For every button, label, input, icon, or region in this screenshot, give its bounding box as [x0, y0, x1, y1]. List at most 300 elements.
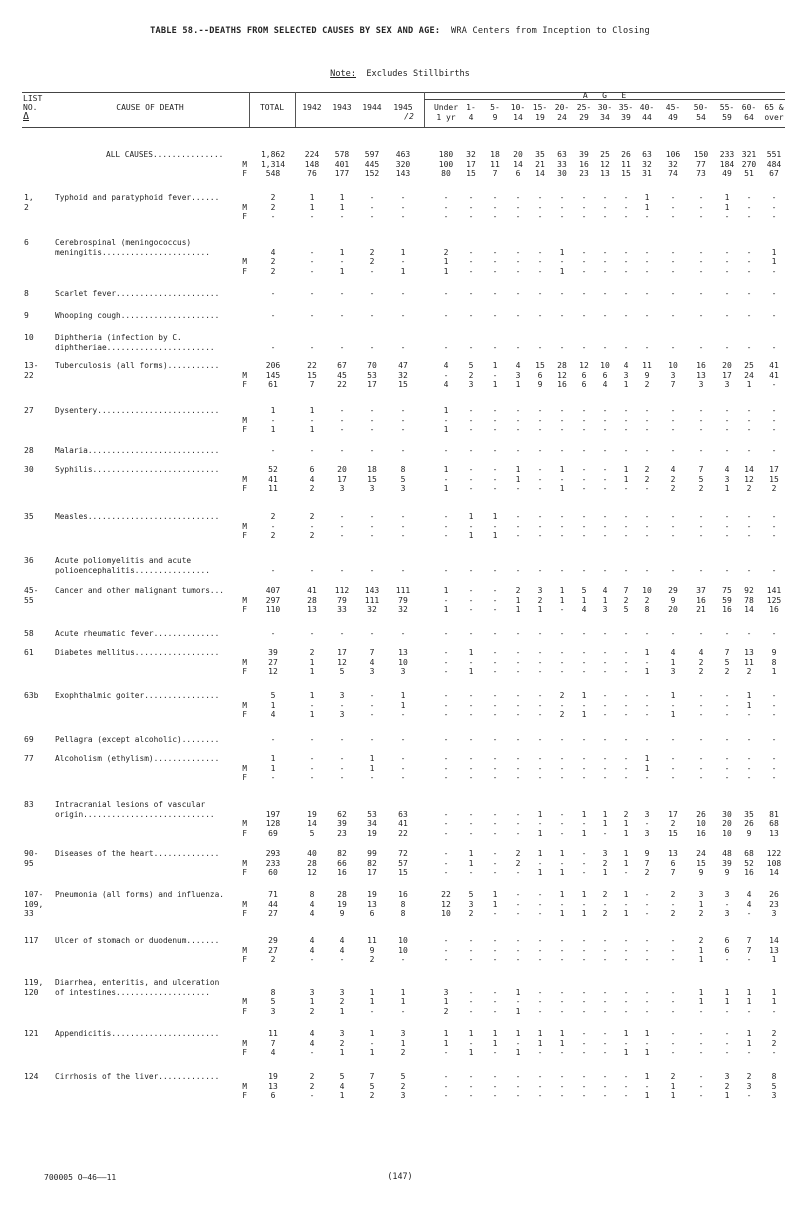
cell-age-20-24: - [559, 415, 565, 425]
cell-age-35-39: - [623, 899, 629, 909]
cell-total: 61 [268, 380, 278, 390]
cell-age-45-49: - [670, 936, 676, 945]
cell-age-10-14: - [515, 521, 521, 531]
cell-1942: 1 [309, 997, 315, 1007]
cell-age-55-59: 2 [724, 667, 730, 677]
year-header-1945: 1945 [393, 103, 413, 112]
cell-1943: 23 [337, 828, 347, 838]
cell-age-5-9: 18 [490, 150, 500, 159]
sex-label: M [242, 1038, 247, 1048]
cell-total: 110 [265, 605, 281, 615]
list-number: 33 [24, 909, 34, 919]
cell-1942: 1 [309, 425, 315, 435]
cause-of-death: meningitis....................... [55, 247, 210, 257]
cell-1944: - [369, 629, 375, 638]
cell-1942: - [309, 212, 315, 222]
cell-total: 29 [268, 936, 278, 945]
cell-1945: 32 [398, 370, 408, 380]
cell-1943: 1 [339, 202, 345, 212]
cell-age-5-9: 1 [492, 380, 498, 390]
cell-age-40-44: - [644, 512, 650, 521]
sex-label: F [242, 710, 247, 720]
table-number: TABLE 58. [150, 26, 199, 36]
cause-of-death: Typhoid and paratyphoid fever...... [55, 193, 220, 202]
list-number: 8 [24, 289, 29, 298]
cell-under-1: 1 [443, 997, 449, 1007]
cell-age-25-29: - [581, 629, 587, 638]
cell-age-1-4: 1 [468, 531, 474, 541]
cell-1944: 13 [367, 899, 377, 909]
cell-total: 69 [268, 828, 278, 838]
cause-of-death: Scarlet fever...................... [55, 289, 220, 298]
cell-age-10-14: - [515, 484, 521, 494]
cell-age-20-24: - [559, 754, 565, 763]
cell-1943: - [339, 955, 345, 965]
cell-age-20-24: - [559, 648, 565, 657]
sex-label: F [242, 828, 247, 838]
cell-1944: 4 [369, 657, 375, 667]
cell-1944: 2 [369, 955, 375, 965]
cell-age-30-34: 2 [602, 890, 608, 899]
cell-age-15-19: - [537, 700, 543, 710]
cell-age-55-59: - [724, 415, 730, 425]
cell-1945: 72 [398, 849, 408, 858]
cell-age-10-14: - [515, 266, 521, 276]
cell-age-15-19: 15 [535, 361, 545, 370]
cell-age-65-over: - [771, 629, 777, 638]
cell-age-65-over: 551 [766, 150, 782, 159]
cell-age-55-59: 9 [724, 868, 730, 878]
cell-1943: 177 [334, 169, 350, 179]
cell-age-50-54: - [698, 1072, 704, 1081]
cell-age-60-64: - [746, 406, 752, 415]
cell-age-60-64: - [746, 1091, 752, 1101]
cell-age-60-64: 1 [746, 1029, 752, 1038]
cell-age-55-59: - [724, 773, 730, 783]
cell-age-50-54: 9 [698, 868, 704, 878]
cell-age-35-39: - [623, 735, 629, 744]
cell-under-1: 100 [438, 159, 454, 169]
cell-age-35-39: - [623, 997, 629, 1007]
cell-age-30-34: 1 [602, 595, 608, 605]
cell-1945: - [400, 763, 406, 773]
sex-label: M [242, 763, 247, 773]
cell-age-60-64: - [746, 289, 752, 298]
cell-age-50-54: - [698, 754, 704, 763]
cell-age-50-54: 2 [698, 484, 704, 494]
list-number: 121 [24, 1029, 39, 1038]
cell-age-65-over: - [771, 446, 777, 455]
cell-age-30-34: 25 [600, 150, 610, 159]
cell-age-10-14: - [515, 247, 521, 257]
cell-age-35-39: - [623, 648, 629, 657]
cell-age-60-64: 4 [746, 890, 752, 899]
cell-under-1: 1 [443, 465, 449, 474]
cell-age-25-29: - [581, 819, 587, 829]
cell-age-15-19: 1 [537, 849, 543, 858]
cell-1945: 10 [398, 936, 408, 945]
cell-age-30-34: 3 [602, 849, 608, 858]
cell-age-25-29: - [581, 899, 587, 909]
cell-age-60-64: - [746, 425, 752, 435]
cell-age-35-39: - [623, 289, 629, 298]
cell-age-15-19: 2 [537, 595, 543, 605]
cell-age-45-49: - [670, 247, 676, 257]
cell-age-15-19: 1 [537, 605, 543, 615]
cell-age-30-34: - [602, 657, 608, 667]
cell-age-1-4: - [468, 629, 474, 638]
cell-age-50-54: 2 [698, 667, 704, 677]
cell-age-30-34: 3 [602, 605, 608, 615]
cell-age-55-59: - [724, 1048, 730, 1058]
cell-age-15-19: - [537, 1048, 543, 1058]
cell-age-5-9: - [492, 858, 498, 868]
cell-age-60-64: - [746, 710, 752, 720]
cell-age-20-24: 30 [557, 169, 567, 179]
list-number: 10 [24, 333, 34, 342]
rule-header-bottom [22, 127, 785, 128]
cell-age-20-24: - [559, 289, 565, 298]
cell-under-1: - [443, 342, 449, 352]
cell-1944: 7 [369, 648, 375, 657]
cell-age-35-39: - [623, 868, 629, 878]
cell-age-15-19: - [537, 987, 543, 997]
list-no-header-0: LIST [23, 94, 43, 103]
cell-total: 5 [270, 691, 276, 700]
cell-1943: - [339, 212, 345, 222]
list-number: 30 [24, 465, 34, 474]
cell-age-15-19: 6 [537, 370, 543, 380]
cell-1943: 401 [334, 159, 350, 169]
cell-under-1: - [443, 858, 449, 868]
cause-of-death: Malaria............................ [55, 446, 220, 455]
cell-total: 1 [270, 700, 276, 710]
cell-1944: - [369, 212, 375, 222]
cell-age-55-59: - [724, 629, 730, 638]
cell-age-55-59: 49 [722, 169, 732, 179]
cell-age-20-24: 1 [559, 595, 565, 605]
cell-age-60-64: - [746, 257, 752, 267]
cell-total: 2 [270, 257, 276, 267]
cell-age-5-9: - [492, 997, 498, 1007]
age-group-bottom-7: 34 [600, 113, 610, 122]
cell-age-10-14: - [515, 289, 521, 298]
cell-1943: 66 [337, 858, 347, 868]
cell-age-5-9: - [492, 415, 498, 425]
cell-age-30-34: - [602, 945, 608, 955]
cell-age-30-34: - [602, 257, 608, 267]
cell-age-30-34: - [602, 667, 608, 677]
cell-age-15-19: - [537, 1091, 543, 1101]
cell-age-45-49: 15 [668, 828, 678, 838]
cell-age-55-59: 20 [722, 361, 732, 370]
age-group-bottom-1: 4 [468, 113, 474, 122]
sex-label: M [242, 370, 247, 380]
cell-age-10-14: 1 [515, 465, 521, 474]
cell-age-65-over: 26 [769, 890, 779, 899]
age-group-top-7: 30- [597, 103, 613, 112]
cell-age-40-44: 2 [644, 595, 650, 605]
cell-age-60-64: 270 [741, 159, 757, 169]
cell-age-50-54: 3 [698, 890, 704, 899]
cell-age-45-49: - [670, 945, 676, 955]
cell-total: 39 [268, 648, 278, 657]
cell-1945: 8 [400, 899, 406, 909]
cell-age-25-29: - [581, 512, 587, 521]
cell-age-25-29: - [581, 474, 587, 484]
cell-1942: 1 [309, 193, 315, 202]
cell-age-55-59: 6 [724, 945, 730, 955]
cell-under-1: - [443, 819, 449, 829]
cell-age-55-59: 4 [724, 465, 730, 474]
cell-age-5-9: - [492, 1006, 498, 1016]
cell-1945: - [400, 735, 406, 744]
cell-age-25-29: 4 [581, 605, 587, 615]
sex-label: F [242, 1006, 247, 1016]
cell-age-60-64: 1 [746, 987, 752, 997]
sex-label: M [242, 1081, 247, 1091]
cell-1943: 2 [339, 1038, 345, 1048]
cell-age-65-over: - [771, 565, 777, 575]
cell-1945: - [400, 521, 406, 531]
cell-age-1-4: - [468, 257, 474, 267]
cell-age-60-64: 7 [746, 936, 752, 945]
cell-1942: 14 [307, 819, 317, 829]
cell-age-55-59: 39 [722, 858, 732, 868]
cell-under-1: - [443, 735, 449, 744]
cell-age-5-9: - [492, 521, 498, 531]
cell-age-20-24: - [559, 629, 565, 638]
cell-age-5-9: 1 [492, 512, 498, 521]
cell-1944: 15 [367, 474, 377, 484]
cell-age-25-29: - [581, 858, 587, 868]
cell-age-65-over: - [771, 342, 777, 352]
cell-age-60-64: 1 [746, 997, 752, 1007]
cell-1944: 17 [367, 868, 377, 878]
cell-age-35-39: - [623, 247, 629, 257]
cell-under-1: - [443, 512, 449, 521]
cell-age-25-29: 23 [579, 169, 589, 179]
cell-age-15-19: 14 [535, 169, 545, 179]
cause-of-death: of intestines.................... [55, 987, 210, 997]
cause-of-death: Intracranial lesions of vascular [55, 800, 206, 809]
cell-age-65-over: - [771, 406, 777, 415]
cell-age-60-64: 26 [744, 819, 754, 829]
cell-under-1: - [443, 370, 449, 380]
cell-age-45-49: 2 [670, 890, 676, 899]
cell-age-55-59: - [724, 247, 730, 257]
cell-age-65-over: 17 [769, 465, 779, 474]
age-group-top-4: 15- [532, 103, 548, 112]
list-number: 55 [24, 595, 34, 605]
cell-age-25-29: - [581, 1006, 587, 1016]
cell-total: 7 [270, 1038, 276, 1048]
cell-age-1-4: 1 [468, 858, 474, 868]
cell-age-65-over: 3 [771, 1091, 777, 1101]
cell-age-60-64: - [746, 512, 752, 521]
cell-age-15-19: 35 [535, 150, 545, 159]
cell-under-1: 1 [443, 406, 449, 415]
sex-label: F [242, 531, 247, 541]
cell-age-50-54: - [698, 1029, 704, 1038]
age-group-bottom-0: 1 yr [436, 113, 456, 122]
age-group-top-0: Under [433, 103, 459, 112]
sex-label: F [242, 1091, 247, 1101]
cell-age-55-59: 3 [724, 909, 730, 919]
cell-age-35-39: 1 [623, 1048, 629, 1058]
cell-total: 128 [265, 819, 281, 829]
cell-age-30-34: - [602, 735, 608, 744]
cell-age-50-54: - [698, 773, 704, 783]
cell-age-65-over: 68 [769, 819, 779, 829]
cell-age-55-59: - [724, 955, 730, 965]
cell-age-25-29: - [581, 257, 587, 267]
cell-age-1-4: 32 [466, 150, 476, 159]
cell-age-50-54: - [698, 212, 704, 222]
cell-age-20-24: - [559, 828, 565, 838]
cell-age-35-39: 15 [621, 169, 631, 179]
cell-under-1: 2 [443, 1006, 449, 1016]
cell-age-65-over: - [771, 1006, 777, 1016]
sex-label: F [242, 868, 247, 878]
cell-age-20-24: - [559, 193, 565, 202]
cell-1944: - [369, 415, 375, 425]
cell-age-5-9: - [492, 657, 498, 667]
cell-age-1-4: - [468, 945, 474, 955]
cell-age-50-54: - [698, 629, 704, 638]
cell-age-45-49: 32 [668, 159, 678, 169]
cell-age-15-19: - [537, 819, 543, 829]
cell-age-45-49: - [670, 311, 676, 320]
cell-1944: - [369, 691, 375, 700]
cell-1945: - [400, 710, 406, 720]
cell-under-1: - [443, 1048, 449, 1058]
cell-age-65-over: 1 [771, 997, 777, 1007]
cell-1944: - [369, 446, 375, 455]
cell-age-45-49: 3 [670, 667, 676, 677]
cell-age-1-4: - [468, 868, 474, 878]
cell-1944: 82 [367, 858, 377, 868]
cell-1944: 445 [364, 159, 380, 169]
cell-age-5-9: - [492, 1091, 498, 1101]
cell-age-40-44: - [644, 289, 650, 298]
cell-age-60-64: 14 [744, 465, 754, 474]
cell-1944: 1 [369, 997, 375, 1007]
table-title-text: --DEATHS FROM SELECTED CAUSES BY SEX AND AGE: [198, 26, 441, 36]
list-number: 6 [24, 238, 29, 247]
cell-age-30-34: - [602, 193, 608, 202]
cell-age-15-19: 9 [537, 380, 543, 390]
year-header-1944: 1944 [362, 103, 382, 112]
list-number: 1, [24, 193, 34, 202]
cause-of-death: Diabetes mellitus.................. [55, 648, 220, 657]
cell-age-1-4: - [468, 212, 474, 222]
sex-label: M [242, 202, 247, 212]
cell-age-30-34: - [602, 1048, 608, 1058]
cause-of-death: Pneumonia (all forms) and influenza. [55, 890, 224, 899]
cell-1942: - [309, 754, 315, 763]
cause-of-death: Diseases of the heart.............. [55, 849, 220, 858]
cell-age-40-44: - [644, 899, 650, 909]
cell-age-10-14: - [515, 945, 521, 955]
cell-age-35-39: 1 [623, 819, 629, 829]
cell-age-35-39: - [623, 945, 629, 955]
cell-age-65-over: - [771, 289, 777, 298]
cell-under-1: 2 [443, 247, 449, 257]
cell-age-50-54: - [698, 565, 704, 575]
cell-1945: - [400, 415, 406, 425]
cell-under-1: 1 [443, 1038, 449, 1048]
cell-age-50-54: 3 [698, 380, 704, 390]
cell-age-60-64: - [746, 763, 752, 773]
cell-age-15-19: - [537, 763, 543, 773]
cell-age-55-59: - [724, 1038, 730, 1048]
cell-1943: - [339, 415, 345, 425]
sex-label: M [242, 257, 247, 267]
cell-age-20-24: 63 [557, 150, 567, 159]
cell-age-20-24: - [559, 474, 565, 484]
cell-age-65-over: - [771, 735, 777, 744]
cell-age-30-34: - [602, 202, 608, 212]
cell-age-40-44: 8 [644, 605, 650, 615]
cell-age-65-over: 125 [766, 595, 782, 605]
sex-label: F [242, 425, 247, 435]
cell-1944: 3 [369, 667, 375, 677]
cell-age-5-9: - [492, 266, 498, 276]
cell-age-30-34: - [602, 1029, 608, 1038]
cell-under-1: - [443, 193, 449, 202]
cell-1943: 17 [337, 648, 347, 657]
cell-age-30-34: - [602, 1091, 608, 1101]
cell-1942: 13 [307, 605, 317, 615]
cell-1944: 2 [369, 247, 375, 257]
cell-age-1-4: - [468, 202, 474, 212]
cell-age-65-over: - [771, 193, 777, 202]
cell-age-45-49: - [670, 565, 676, 575]
sex-label: M [242, 700, 247, 710]
cell-age-15-19: - [537, 266, 543, 276]
cell-age-25-29: 1 [581, 890, 587, 899]
cell-age-30-34: - [602, 828, 608, 838]
cell-age-20-24: 1 [559, 484, 565, 494]
cell-age-45-49: 1 [670, 657, 676, 667]
cell-1943: 79 [337, 595, 347, 605]
cell-age-65-over: 3 [771, 909, 777, 919]
cell-age-10-14: 6 [515, 169, 521, 179]
cell-age-40-44: - [644, 629, 650, 638]
cell-age-1-4: - [468, 1091, 474, 1101]
cell-total: - [270, 565, 276, 575]
cell-age-30-34: - [602, 700, 608, 710]
cell-1942: - [309, 773, 315, 783]
cell-1942: 40 [307, 849, 317, 858]
cell-age-20-24: - [559, 521, 565, 531]
cell-age-45-49: - [670, 446, 676, 455]
total-header: TOTAL [259, 103, 285, 112]
cell-1944: 2 [369, 1091, 375, 1101]
list-number: 69 [24, 735, 34, 744]
cell-age-25-29: - [581, 1048, 587, 1058]
cell-age-45-49: 10 [668, 361, 678, 370]
cell-age-30-34: - [602, 425, 608, 435]
cell-age-60-64: - [746, 415, 752, 425]
age-group-top-8: 35- [618, 103, 634, 112]
cell-age-30-34: - [602, 266, 608, 276]
cell-under-1: 4 [443, 380, 449, 390]
cell-1944: 70 [367, 361, 377, 370]
cell-age-25-29: - [581, 763, 587, 773]
cell-age-25-29: - [581, 193, 587, 202]
